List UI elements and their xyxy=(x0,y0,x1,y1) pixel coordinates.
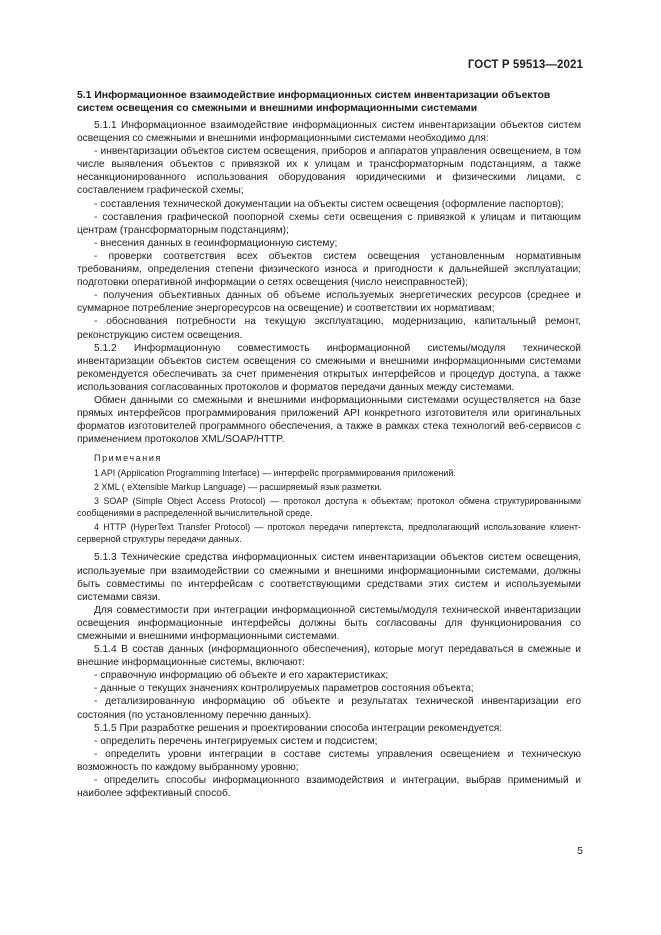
note-item: 1 API (Application Programming Interface) — интерфейс программирования приложений. xyxy=(94,468,456,479)
paragraph: 5.1.1 Информационное взаимодействие информационных систем инвентаризации объектов систем освещения со смежными и внешними информационными системами необходимо для: xyxy=(77,120,581,145)
list-item: - определить перечень интегрируемых систем и подсистем; xyxy=(94,735,378,747)
list-item: - внесения данных в геоинформационную систему; xyxy=(94,237,338,249)
paragraph: 5.1.2 Информационную совместимость информационной системы/модуля технической инвентаризации объектов систем освещения со смежными и внешними информационными системами рекомендуется обеспечивать за счет применения открытых интерфейсов и процедур доступа, а также использования согласованных протоколов и форматов передачи данных между системами. xyxy=(77,342,581,393)
list-item: - справочную информацию об объекте и его характеристиках; xyxy=(94,670,389,682)
paragraph: 5.1.3 Технические средства информационных систем инвентаризации объектов систем освещения, используемые при взаимодействии со смежными и внешними информационными системами, должны быть совместимы по интерфейсам с соответствующими средствами этих систем и используемыми системами связи. xyxy=(77,552,581,603)
section-title: 5.1 Информационное взаимодействие информационных систем инвентаризации объектов систем освещения со смежными и внешними информационными системами xyxy=(77,90,551,114)
list-item: - детализированную информацию об объекте и результатах технической инвентаризации его состояния (по установленному перечню данных). xyxy=(77,696,581,721)
paragraph: Обмен данными со смежными и внешними информационными системами осуществляется на базе прямых интерфейсов программирования приложений API конкретного изготовителя или оригинальных форматов изготовителей программного обеспечения, а также в рамках стека технологий веб-сервисов с применением протоколов XML/SOAP/HTTP. xyxy=(77,394,581,446)
list-item: - определить способы информационного взаимодействия и интеграции, выбрав применимый и наиболее эффективный способ. xyxy=(77,775,581,800)
page-number: 5 xyxy=(577,845,583,857)
note-item: 4 HTTP (HyperText Transfer Protocol) — протокол передачи гипертекста, предполагающий использование клиент-серверной структуры передачи данных. xyxy=(77,522,581,545)
document-code: ГОСТ Р 59513—2021 xyxy=(467,59,583,71)
paragraph: Для совместимости при интеграции информационной системы/модуля технической инвентаризации освещения информационные интерфейсы должны быть согласованы для функционирования со смежными и внешними информационными системами. xyxy=(77,604,581,642)
list-item: - данные о текущих значениях контролируемых параметров состояния объекта; xyxy=(94,683,474,695)
list-item: - инвентаризации объектов систем освещения, приборов и аппаратов управления освещением, в том числе выявления объектов с привязкой их к улицам и трансформаторным подстанциям, а также несанкционированного использования оборудования юридическими и физическими лицами, с составлением графической схемы; xyxy=(77,146,581,197)
list-item: - составления графической поопорной схемы сети освещения с привязкой к улицам и питающим центрам (трансформаторным подстанциям); xyxy=(77,211,581,236)
paragraph: 5.1.5 При разработке решения и проектировании способа интеграции рекомендуется: xyxy=(94,722,503,734)
notes-heading: Примечания xyxy=(94,453,162,464)
list-item: - обоснования потребности на текущую эксплуатацию, модернизацию, капитальный ремонт, реконструкцию систем освещения. xyxy=(77,316,581,341)
list-item: - проверки соответствия всех объектов систем освещения установленным нормативным требованиям, определения степени физического износа и пригодности к дальнейшей эксплуатации; подготовки оперативной информации о сетях освещения (число неисправностей); xyxy=(77,250,581,289)
list-item: - определить уровни интеграции в составе системы управления освещением и техническую возможность по каждому выбранному уровню; xyxy=(77,748,581,773)
list-item: - составления технической документации на объекты систем освещения (оформление паспортов); xyxy=(94,198,564,210)
note-item: 3 SOAP (Simple Object Access Protocol) — протокол доступа к объектам; протокол обмена структурированными сообщениями в распределенной вычислительной среде. xyxy=(77,496,581,519)
note-item: 2 XML ( eXtensible Markup Language) — расширяемый язык разметки. xyxy=(94,482,382,493)
document-body xyxy=(77,89,581,800)
list-item: - получения объективных данных об объеме используемых энергетических ресурсов (среднее и суммарное потребление энергоресурсов на освещение) и соответствии их нормативам; xyxy=(77,290,581,315)
paragraph: 5.1.4 В состав данных (информационного обеспечения), которые могут передаваться в смежные и внешние информационные системы, включают: xyxy=(77,644,581,669)
